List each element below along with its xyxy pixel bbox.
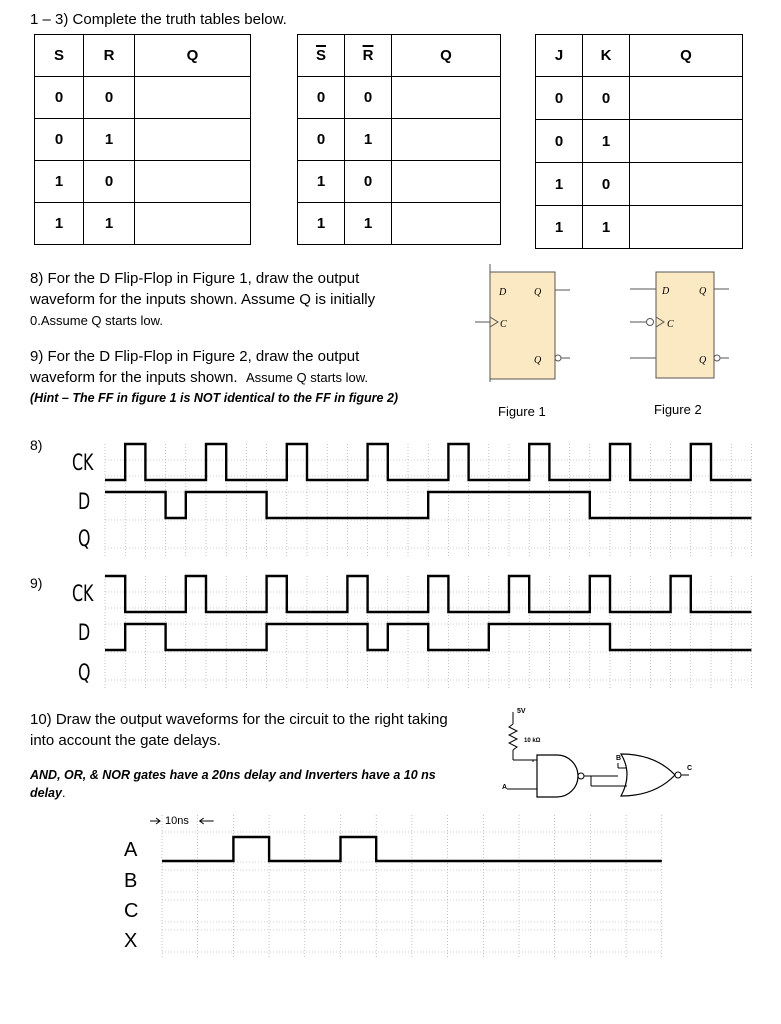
- cell: 0: [298, 119, 345, 161]
- cell: 0: [298, 77, 345, 119]
- nor-gate: [621, 754, 675, 796]
- cell: 1: [345, 119, 392, 161]
- timing-10-label-a: A: [124, 839, 138, 861]
- resistor-label: 10 kΩ: [524, 738, 541, 744]
- cell: 0: [536, 120, 583, 163]
- cell: 1: [583, 120, 630, 163]
- answer-cell[interactable]: [630, 120, 743, 163]
- timing9-ck-waveform: [105, 576, 751, 612]
- timing-10-label-b: B: [124, 870, 138, 892]
- q9-line2: waveform for the inputs shown. Assume Q starts low.: [30, 369, 369, 386]
- page-title: 1 – 3) Complete the truth tables below.: [30, 11, 287, 28]
- timing-10-label-x: X: [124, 930, 138, 952]
- q10-line2: into account the gate delays.: [30, 732, 221, 749]
- cell: 1: [35, 161, 84, 203]
- cell: 1: [583, 206, 630, 249]
- fig2-c-label: C: [667, 319, 674, 330]
- timing-9-number: 9): [30, 575, 43, 591]
- timing-diagram-10: [120, 810, 670, 960]
- header-k: K: [583, 35, 630, 77]
- figure-1-d-flip-flop: [470, 264, 580, 384]
- answer-cell[interactable]: [135, 161, 251, 203]
- cell: 0: [84, 161, 135, 203]
- timing-8-label-q: Q: [78, 527, 91, 552]
- cell: 0: [345, 77, 392, 119]
- timing-8-number: 8): [30, 437, 43, 453]
- question-9: [30, 346, 398, 409]
- q10-line1: 10) Draw the output waveforms for the circuit to the right taking: [30, 711, 448, 728]
- header-s-bar: $\overline{S}$: [298, 35, 345, 77]
- header-q: Q: [392, 35, 501, 77]
- vcc-label: 5V: [517, 708, 526, 715]
- q8-line1: 8) For the D Flip-Flop in Figure 1, draw the output: [30, 270, 360, 287]
- truth-table-sbar-rbar: [297, 34, 501, 245]
- figure-1-caption: Figure 1: [498, 404, 546, 419]
- answer-cell[interactable]: [630, 206, 743, 249]
- output-c-label: C: [687, 765, 693, 772]
- input-a-label: A: [502, 784, 508, 791]
- cell: 0: [583, 163, 630, 206]
- figure-2-d-flip-flop: [625, 264, 735, 384]
- timing-diagram-9: [100, 572, 760, 692]
- header-s: S: [35, 35, 84, 77]
- q10-delay-note: AND, OR, & NOR gates have a 20ns delay and Inverters have a 10 ns delay.: [30, 768, 436, 800]
- answer-cell[interactable]: [135, 77, 251, 119]
- timing-10-label-c: C: [124, 900, 139, 922]
- cell: 1: [35, 203, 84, 245]
- timing-diagram-8: [100, 440, 760, 560]
- cell: 0: [35, 119, 84, 161]
- answer-cell[interactable]: [392, 77, 501, 119]
- timing-8-label-d: D: [78, 490, 91, 515]
- question-10: [30, 709, 448, 751]
- node-b-label: B: [616, 755, 622, 762]
- answer-cell[interactable]: [630, 77, 743, 120]
- header-r-bar: $\overline{R}$: [345, 35, 392, 77]
- header-r: R: [84, 35, 135, 77]
- cell: 1: [298, 203, 345, 245]
- cell: 0: [345, 161, 392, 203]
- timing9-d-waveform: [105, 624, 751, 650]
- truth-table-jk: [535, 34, 743, 249]
- q9-line1: 9) For the D Flip-Flop in Figure 2, draw the output: [30, 348, 360, 365]
- fig1-c-label: C: [500, 319, 507, 330]
- answer-cell[interactable]: [135, 119, 251, 161]
- timing-8-label-ck: CK: [72, 451, 94, 476]
- resistor-symbol: [509, 724, 517, 750]
- timing-9-label-q: Q: [78, 661, 91, 686]
- delay-10ns-label: 10ns: [165, 815, 189, 827]
- truth-table-sr: [34, 34, 251, 245]
- cell: 0: [84, 77, 135, 119]
- timing8-d-waveform: [105, 492, 751, 518]
- question-8: [30, 268, 375, 331]
- q9-hint: (Hint – The FF in figure 1 is NOT identical to the FF in figure 2): [30, 391, 399, 405]
- answer-cell[interactable]: [392, 203, 501, 245]
- cell: 1: [298, 161, 345, 203]
- cell: 0: [583, 77, 630, 120]
- fig1-d-label: D: [499, 287, 507, 298]
- answer-cell[interactable]: [630, 163, 743, 206]
- header-q: Q: [630, 35, 743, 77]
- fig2-qbar-label: Q: [699, 355, 707, 366]
- cell: 1: [536, 163, 583, 206]
- answer-cell[interactable]: [392, 119, 501, 161]
- cell: 0: [536, 77, 583, 120]
- q8-line3: 0.Assume Q starts low.: [30, 313, 163, 328]
- header-j: J: [536, 35, 583, 77]
- timing-9-label-ck: CK: [72, 582, 94, 607]
- fig1-q-label: Q: [534, 287, 542, 298]
- figure-2-caption: Figure 2: [654, 402, 702, 417]
- cell: 0: [35, 77, 84, 119]
- fig2-d-label: D: [662, 286, 670, 297]
- cell: 1: [536, 206, 583, 249]
- cell: 1: [84, 119, 135, 161]
- gate-circuit: [495, 702, 715, 802]
- fig2-q-label: Q: [699, 286, 707, 297]
- q8-line2: waveform for the inputs shown. Assume Q is initially: [30, 291, 376, 308]
- answer-cell[interactable]: [135, 203, 251, 245]
- timing-9-label-d: D: [78, 621, 91, 646]
- cell: 1: [84, 203, 135, 245]
- answer-cell[interactable]: [392, 161, 501, 203]
- and-gate: [537, 755, 578, 797]
- fig1-qbar-label: Q: [534, 355, 542, 366]
- cell: 1: [345, 203, 392, 245]
- header-q: Q: [135, 35, 251, 77]
